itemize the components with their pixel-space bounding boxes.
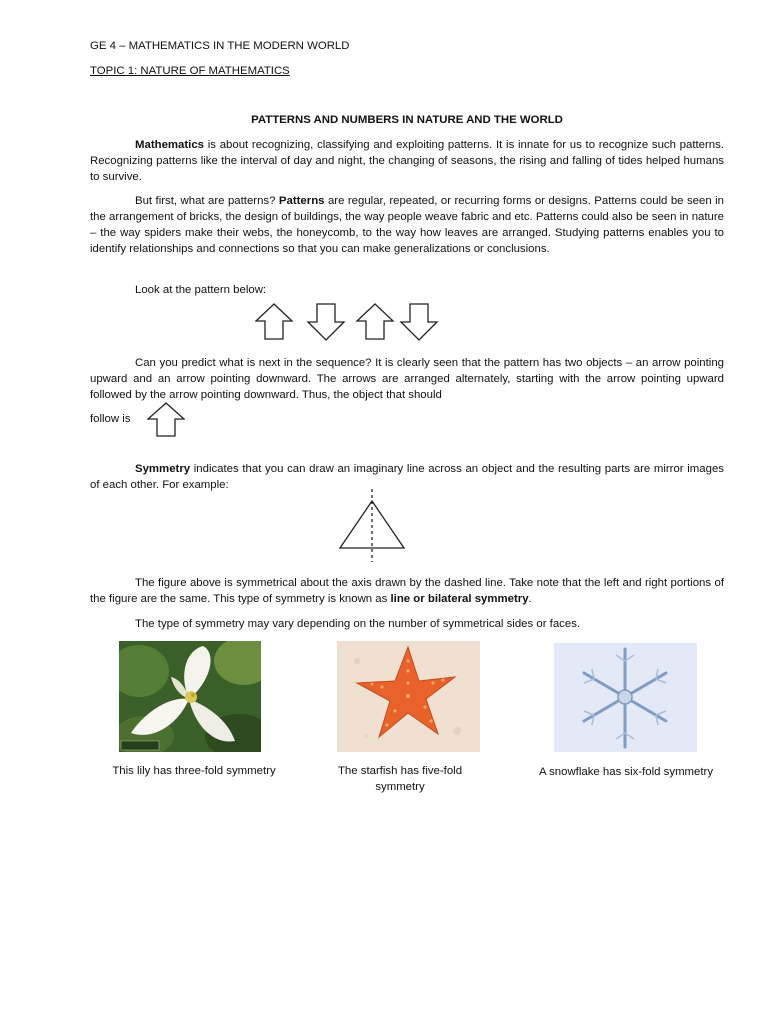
- arrow-down-icon: [401, 304, 437, 340]
- paragraph-mathematics: [90, 137, 724, 185]
- term-mathematics: Mathematics: [135, 139, 205, 151]
- paragraph-patterns: [90, 193, 724, 257]
- topic-title: TOPIC 1: NATURE OF MATHEMATICS: [90, 65, 290, 77]
- term-symmetry: Symmetry: [135, 463, 191, 475]
- answer-arrow-up-icon: [147, 402, 185, 438]
- paragraph-text: are regular, repeated, or recurring forms or designs. Patterns could be seen in the arrangement of bricks, the design of buildings, the way people weave fabric and etc. Patterns could also be seen in nature – the way spiders make their webs, the honeycomb, to the way how leaves are arranged. Studying patterns enables you to identify relationships and connections so that you can make generalizations or conclusions.: [90, 195, 724, 255]
- starfish-caption: The starfish has five-fold symmetry: [337, 765, 463, 793]
- arrow-up-icon: [256, 304, 292, 339]
- paragraph-lead: But first, what are patterns?: [135, 195, 279, 207]
- starfish-image: [337, 641, 480, 752]
- paragraph-text: The type of symmetry may vary depending on the number of symmetrical sides or faces.: [135, 618, 581, 630]
- lily-caption: This lily has three-fold symmetry: [112, 765, 276, 777]
- paragraph-text: is about recognizing, classifying and exploiting patterns. It is innate for us to recognize such patterns. Recognizing patterns like the interval of day and night, the changing of seasons, the rising and falling of tides helped humans to survive.: [90, 139, 724, 183]
- paragraph-predict: [90, 355, 724, 403]
- paragraph-look: [90, 282, 724, 298]
- term-patterns: Patterns: [278, 195, 325, 207]
- paragraph-text: Look at the pattern below:: [135, 284, 267, 296]
- arrow-down-icon: [308, 304, 344, 340]
- arrow-pattern: [255, 303, 440, 341]
- paragraph-text: Can you predict what is next in the sequence? It is clearly seen that the pattern has two objects – an arrow pointing upward and an arrow pointing downward. The arrows are arranged alternately, starting with the arrow pointing upward followed by the arrow pointing downward. Thus, the object that should: [90, 357, 724, 401]
- section-heading: PATTERNS AND NUMBERS IN NATURE AND THE WORLD: [251, 114, 563, 126]
- paragraph-text: indicates that you can draw an imaginary line across an object and the resulting parts are mirror images of each other. For example:: [90, 463, 724, 491]
- paragraph-text: The figure above is symmetrical about the axis drawn by the dashed line. Take note that the left and right portions of the figure are the same. This type of symmetry is known as: [90, 577, 724, 605]
- term-bilateral: line or bilateral symmetry: [390, 593, 529, 605]
- symmetric-triangle-figure: [336, 488, 408, 564]
- snowflake-image: [554, 643, 697, 752]
- paragraph-figure: The figure above is symmetrical about the axis drawn by the dashed line. Take note that the left and right portions of the figure are the same. This type of symmetry is known as line or bilateral symmetry.: [90, 577, 724, 605]
- snowflake-caption: A snowflake has six-fold symmetry: [538, 766, 714, 778]
- follow-label: follow is: [90, 413, 131, 425]
- arrow-up-icon: [357, 304, 393, 339]
- lily-image: [119, 641, 261, 752]
- course-title: GE 4 – MATHEMATICS IN THE MODERN WORLD: [90, 40, 350, 52]
- paragraph-type: [90, 616, 724, 632]
